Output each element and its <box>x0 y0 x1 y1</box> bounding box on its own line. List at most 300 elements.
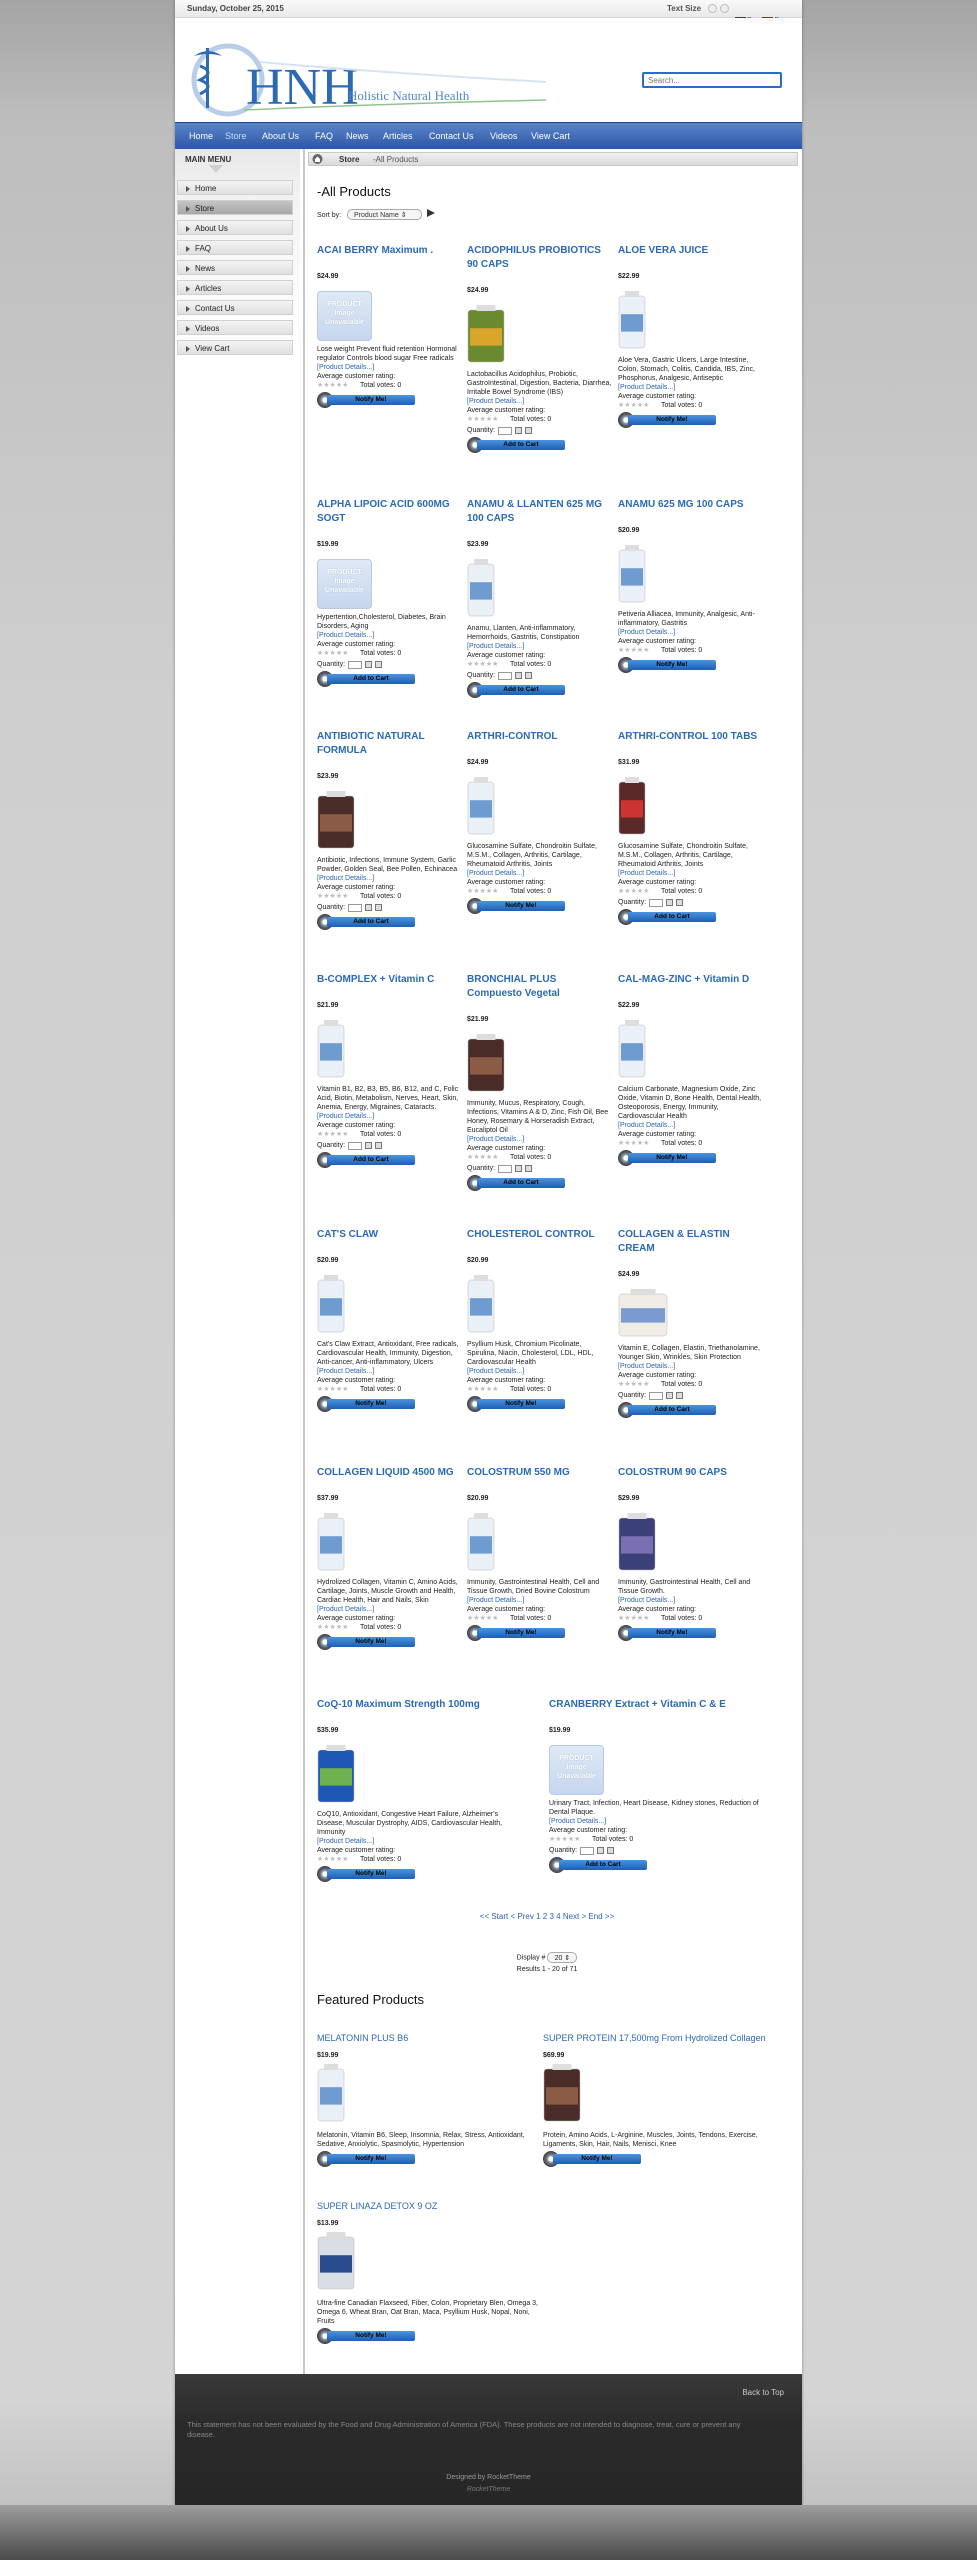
chevron-down-icon: ⇕ <box>400 212 407 219</box>
sidebar-item-view-cart[interactable]: View Cart <box>177 340 293 355</box>
total-votes: Total votes: 0 <box>661 647 703 654</box>
notify-me-button[interactable] <box>317 1397 417 1411</box>
product-name[interactable]: COLLAGEN & ELASTIN CREAM <box>618 1229 730 1254</box>
rating-stars-icon: ★★★★★ <box>317 650 349 657</box>
total-votes: Total votes: 0 <box>510 416 552 423</box>
product-image[interactable] <box>317 1513 345 1571</box>
rating-stars-icon: ★★★★★ <box>467 888 499 895</box>
designed-by[interactable]: Designed by RocketTheme <box>446 2474 531 2481</box>
product-image[interactable] <box>317 2232 355 2290</box>
sidebar-item-home[interactable]: Home <box>177 180 293 195</box>
notify-me-label: Notify Me! <box>628 1153 716 1163</box>
product-card <box>317 244 462 407</box>
top-bar <box>175 0 802 18</box>
quantity-row <box>317 660 462 669</box>
product-card <box>467 973 612 1190</box>
quantity-input[interactable] <box>580 1847 594 1855</box>
product-details-link[interactable]: [Product Details...] <box>618 384 676 391</box>
total-votes: Total votes: 0 <box>510 1154 552 1161</box>
product-description: Antibiotic, Infections, Immune System, Garlic Powder, Golden Seal, Bee Pollen, Echinacea <box>317 857 458 873</box>
footer <box>175 2374 802 2505</box>
quantity-label: Quantity: <box>467 427 496 434</box>
nav-faq[interactable]: FAQ <box>315 131 334 141</box>
product-price: $20.99 <box>467 1495 489 1502</box>
product-description: Calcium Carbonate, Magnesium Oxide, Zinc Oxide, Vitamin D, Bone Health, Dental Health, Osteoporosis, Energy, Immunity, Cardiovascular Health <box>618 1086 762 1120</box>
product-price: $29.99 <box>618 1495 640 1502</box>
quantity-row <box>467 426 612 435</box>
fda-disclaimer: This statement has not been evaluated by the Food and Drug Administration of America (FDA). These products are not intended to diagnose, treat, cure or prevent any disease. <box>187 2420 741 2439</box>
product-details-link[interactable]: [Product Details...] <box>317 1368 375 1375</box>
quantity-up-button[interactable] <box>515 427 522 434</box>
featured-product-description: Melatonin, Vitamin B6, Sleep, Insomnia, Relax, Stress, Antioxidant, Sedative, Anxiolytic, Spasmolytic, Hypertension <box>317 2132 525 2148</box>
total-votes: Total votes: 0 <box>360 893 402 900</box>
rating-stars-icon: ★★★★★ <box>467 1386 499 1393</box>
product-description: Hypertention,Cholesterol, Diabetes, Brain Disorders, Aging <box>317 614 446 630</box>
product-name[interactable]: ARTHRI-CONTROL <box>467 731 558 742</box>
product-description: Lactobacillus Acidophilus, Probiotic, GastroIntestinal, Digestion, Bacteria, Diarrhea, Irritable Bowel Syndrome (IBS) <box>467 371 612 396</box>
quantity-down-button[interactable] <box>375 661 382 668</box>
nav-home[interactable]: Home <box>189 131 214 141</box>
product-name[interactable]: COLOSTRUM 90 CAPS <box>618 1467 727 1478</box>
product-name[interactable]: CRANBERRY Extract + Vitamin C & E <box>549 1699 726 1710</box>
product-details-link[interactable]: [Product Details...] <box>549 1818 607 1825</box>
product-image[interactable] <box>467 1513 495 1571</box>
pagination-start[interactable]: << Start <box>479 1912 509 1921</box>
total-votes: Total votes: 0 <box>360 1131 402 1138</box>
quantity-down-button[interactable] <box>676 899 683 906</box>
rating-stars-icon: ★★★★★ <box>317 382 349 389</box>
current-date: Sunday, October 25, 2015 <box>187 4 284 13</box>
featured-card <box>317 2202 547 2343</box>
product-image[interactable] <box>618 777 646 835</box>
add-to-cart-button[interactable] <box>317 672 417 686</box>
product-price: $20.99 <box>467 1257 489 1264</box>
quantity-up-button[interactable] <box>365 1142 372 1149</box>
logo-monogram: HNH <box>246 59 359 116</box>
product-image[interactable] <box>618 1020 646 1078</box>
notify-me-label: Notify Me! <box>327 1399 415 1409</box>
product-details-link[interactable]: [Product Details...] <box>618 1597 676 1604</box>
notify-me-button[interactable] <box>618 413 718 427</box>
notify-me-label: Notify Me! <box>628 415 716 425</box>
product-price: $19.99 <box>317 541 339 548</box>
notify-me-label: Notify Me! <box>628 660 716 670</box>
product-description: Lose weight Prevent fluid retention Hormonal regulator Controls blood sugar Free radicals <box>317 346 457 362</box>
total-votes: Total votes: 0 <box>592 1836 634 1843</box>
product-price: $20.99 <box>618 527 640 534</box>
nav-view-cart[interactable]: View Cart <box>531 131 570 141</box>
add-to-cart-button[interactable] <box>618 1403 718 1417</box>
quantity-down-button[interactable] <box>676 1392 683 1399</box>
total-votes: Total votes: 0 <box>360 1856 402 1863</box>
product-card <box>317 1228 462 1411</box>
featured-title: Featured Products <box>317 1992 424 2007</box>
product-card <box>467 498 612 697</box>
product-description: Psyllium Husk, Chromium Picolinate, Spirulina, Niacin, Cholesterol, LDL, HDL, Cardiovascular Health <box>467 1341 594 1366</box>
product-card <box>467 244 612 452</box>
product-card <box>317 973 462 1167</box>
sort-select-value: Product Name <box>354 212 399 219</box>
sidebar-item-news[interactable]: News <box>177 260 293 275</box>
featured-card <box>543 2034 773 2166</box>
product-image[interactable] <box>317 2064 345 2122</box>
quantity-up-button[interactable] <box>365 904 372 911</box>
total-votes: Total votes: 0 <box>510 1615 552 1622</box>
product-image[interactable] <box>618 1513 656 1571</box>
sidebar-item-store[interactable]: Store <box>177 200 293 215</box>
product-details-link[interactable]: [Product Details...] <box>317 632 375 639</box>
product-description: Vitamin E, Collagen, Elastin, Triethanolamine, Younger Skin, Wrinkles, Skin Protection <box>618 1345 760 1361</box>
featured-product-price: $13.99 <box>317 2220 339 2227</box>
product-name[interactable]: ARTHRI-CONTROL 100 TABS <box>618 731 758 742</box>
rating-label: Average customer rating: <box>317 373 396 380</box>
product-name[interactable]: ACAI BERRY Maximum . <box>317 245 434 256</box>
product-name[interactable]: CAT'S CLAW <box>317 1229 379 1240</box>
product-details-link[interactable]: [Product Details...] <box>618 629 676 636</box>
product-details-link[interactable]: [Product Details...] <box>317 364 375 371</box>
rating-stars-icon: ★★★★★ <box>618 647 650 654</box>
quantity-label: Quantity: <box>467 1165 496 1172</box>
quantity-down-button[interactable] <box>525 1165 532 1172</box>
sort-direction-icon[interactable] <box>426 208 436 218</box>
rating-stars-icon: ★★★★★ <box>467 1615 499 1622</box>
page-title: -All Products <box>317 184 391 199</box>
search-input[interactable] <box>642 72 782 88</box>
add-to-cart-button[interactable] <box>549 1858 649 1872</box>
sidebar-item-articles[interactable]: Articles <box>177 280 293 295</box>
product-details-link[interactable]: [Product Details...] <box>618 1363 676 1370</box>
product-details-link[interactable]: [Product Details...] <box>618 870 676 877</box>
notify-me-label: Notify Me! <box>327 2331 415 2341</box>
pagination <box>317 1912 777 1921</box>
notify-me-button[interactable] <box>317 2152 417 2166</box>
rating-stars-icon: ★★★★★ <box>317 893 349 900</box>
header <box>175 18 802 120</box>
product-price: $37.99 <box>317 1495 339 1502</box>
product-image[interactable] <box>618 545 646 603</box>
rating-stars-icon: ★★★★★ <box>467 661 499 668</box>
image-unavailable-placeholder[interactable]: PRODUCT Image Unavailable <box>549 1745 604 1795</box>
product-image[interactable] <box>317 1020 345 1078</box>
nav-contact-us[interactable]: Contact Us <box>429 131 474 141</box>
rating-label: Average customer rating: <box>467 407 546 414</box>
product-image[interactable] <box>467 1275 495 1333</box>
nav-about-us[interactable]: About Us <box>262 131 300 141</box>
display-label: Display # <box>516 1954 546 1962</box>
quantity-label: Quantity: <box>317 661 346 668</box>
product-description: Vitamin B1, B2, B3, B5, B6, B12, and C, Folic Acid, Biotin, Metabolism, Nerves, Heart, Skin, Anemia, Energy, Migraines, Cataracts. <box>317 1086 459 1111</box>
total-votes: Total votes: 0 <box>360 1624 402 1631</box>
add-to-cart-button[interactable] <box>467 683 567 697</box>
quantity-label: Quantity: <box>467 672 496 679</box>
image-unavailable-placeholder[interactable]: PRODUCT Image Unavailable <box>317 559 372 609</box>
product-price: $21.99 <box>317 1002 339 1009</box>
results-count: Results 1 - 20 of 71 <box>516 1966 578 1973</box>
rating-label: Average customer rating: <box>317 641 396 648</box>
sidebar-item-videos[interactable]: Videos <box>177 320 293 335</box>
product-price: $22.99 <box>618 1002 640 1009</box>
quantity-input[interactable] <box>498 1165 512 1173</box>
add-to-cart-label: Add to Cart <box>327 917 415 927</box>
quantity-up-button[interactable] <box>515 1165 522 1172</box>
quantity-input[interactable] <box>348 904 362 912</box>
pagination-next[interactable]: Next > <box>562 1912 587 1921</box>
total-votes: Total votes: 0 <box>661 1381 703 1388</box>
product-price: $21.99 <box>467 1016 489 1023</box>
product-card <box>467 1466 612 1640</box>
product-price: $23.99 <box>317 773 339 780</box>
product-card <box>467 1228 612 1411</box>
product-name[interactable]: BRONCHIAL PLUS Compuesto Vegetal <box>467 974 560 999</box>
product-details-link[interactable]: [Product Details...] <box>317 1838 375 1845</box>
add-to-cart-button[interactable] <box>467 438 567 452</box>
sort-select[interactable] <box>347 209 422 220</box>
nav-store[interactable]: Store <box>225 131 247 141</box>
product-price: $31.99 <box>618 759 640 766</box>
notify-me-label: Notify Me! <box>628 1628 716 1638</box>
quantity-down-button[interactable] <box>525 672 532 679</box>
product-image[interactable] <box>317 791 355 849</box>
pagination-page-3[interactable]: 3 <box>549 1912 554 1921</box>
menu-pointer-icon <box>209 165 223 173</box>
product-description: Immunity, Mucus, Respiratory, Cough, Infections, Vitamins A & D, Zinc, Fish Oil, Bee Honey, Rosemary & Horseradish Extract, Eucaliptol Oil <box>467 1100 609 1134</box>
add-to-cart-button[interactable] <box>467 1176 567 1190</box>
product-details-link[interactable]: [Product Details...] <box>618 1122 676 1129</box>
rating-stars-icon: ★★★★★ <box>317 1856 349 1863</box>
product-name[interactable]: COLLAGEN LIQUID 4500 MG <box>317 1467 454 1478</box>
product-price: $23.99 <box>467 541 489 548</box>
add-to-cart-button[interactable] <box>317 915 417 929</box>
quantity-up-button[interactable] <box>365 661 372 668</box>
rating-stars-icon: ★★★★★ <box>467 416 499 423</box>
quantity-input[interactable] <box>348 661 362 669</box>
product-description: Urinary Tract, Infection, Heart Disease, Kidney stones, Reduction of Dental Plaque. <box>549 1800 759 1816</box>
product-image[interactable] <box>618 1289 668 1337</box>
quantity-down-button[interactable] <box>375 1142 382 1149</box>
product-details-link[interactable]: [Product Details...] <box>467 1136 525 1143</box>
product-image[interactable] <box>467 777 495 835</box>
nav-news[interactable]: News <box>346 131 369 141</box>
text-size-increase-button[interactable] <box>708 4 717 13</box>
notify-me-button[interactable] <box>618 1151 718 1165</box>
rating-stars-icon: ★★★★★ <box>317 1386 349 1393</box>
rockettheme-logo[interactable]: RocketTheme <box>466 2486 511 2493</box>
notify-me-button[interactable] <box>317 393 417 407</box>
image-unavailable-placeholder[interactable]: PRODUCT Image Unavailable <box>317 291 372 341</box>
product-name[interactable]: ANAMU & LLANTEN 625 MG 100 CAPS <box>467 499 603 524</box>
product-card <box>317 1466 462 1649</box>
sidebar-item-faq[interactable]: FAQ <box>177 240 293 255</box>
product-image[interactable] <box>543 2064 581 2122</box>
featured-product-name[interactable]: MELATONIN PLUS B6 <box>317 2033 409 2043</box>
rating-stars-icon: ★★★★★ <box>549 1836 581 1843</box>
product-description: Immunity, Gastrointestinal Health, Cell and Tissue Growth. <box>618 1579 751 1595</box>
rating-stars-icon: ★★★★★ <box>618 1381 650 1388</box>
product-price: $20.99 <box>317 1257 339 1264</box>
product-price: $24.99 <box>618 1271 640 1278</box>
featured-product-description: Ultra-fine Canadian Flaxseed, Fiber, Colon, Proprietary Blen, Omega 3, Omega 6, Wheat Bran, Oat Bran, Maca, Psyllium Husk, Nopal, Noni, Fruits <box>317 2300 538 2325</box>
quantity-input[interactable] <box>649 1392 663 1400</box>
product-description: Cat's Claw Extract, Antioxidant, Free radicals, Cardiovascular Health, Immunity, Digestion, Anti-cancer, Anti-inflammatory, Ulcers <box>317 1341 459 1366</box>
product-name[interactable]: CoQ-10 Maximum Strength 100mg <box>317 1699 480 1710</box>
rating-label: Average customer rating: <box>467 1377 546 1384</box>
total-votes: Total votes: 0 <box>360 650 402 657</box>
featured-product-name[interactable]: SUPER LINAZA DETOX 9 OZ <box>317 2201 438 2211</box>
product-price: $22.99 <box>618 273 640 280</box>
quantity-down-button[interactable] <box>607 1847 614 1854</box>
breadcrumb <box>308 152 798 166</box>
product-name[interactable]: ANTIBIOTIC NATURAL FORMULA <box>317 731 425 756</box>
product-details-link[interactable]: [Product Details...] <box>467 398 525 405</box>
product-card <box>618 730 763 924</box>
sidebar-item-about-us[interactable]: About Us <box>177 220 293 235</box>
site-logo[interactable] <box>180 42 550 117</box>
quantity-input[interactable] <box>498 427 512 435</box>
product-image[interactable] <box>467 1034 505 1092</box>
quantity-row <box>549 1846 759 1855</box>
rating-label: Average customer rating: <box>317 1615 396 1622</box>
product-details-link[interactable]: [Product Details...] <box>317 875 375 882</box>
product-name[interactable]: CAL-MAG-ZINC + Vitamin D <box>618 974 750 985</box>
quantity-label: Quantity: <box>317 1142 346 1149</box>
product-description: Glucosamine Sulfate, Chondroitin Sulfate, M.S.M., Collagen, Arthritis, Cartilage, Rheumatoid Arthritis, Joints <box>618 843 748 868</box>
pagination-prev[interactable]: < Prev <box>510 1912 534 1921</box>
product-description: Glucosamine Sulfate, Chondroitin Sulfate, M.S.M., Collagen, Arthritis, Cartilage, Rheumatoid Arthritis, Joints <box>467 843 597 868</box>
quantity-down-button[interactable] <box>375 904 382 911</box>
quantity-input[interactable] <box>498 672 512 680</box>
add-to-cart-label: Add to Cart <box>477 1178 565 1188</box>
add-to-cart-button[interactable] <box>618 910 718 924</box>
breadcrumb-store[interactable]: Store <box>339 155 360 164</box>
display-select-value: 20 <box>554 1955 563 1962</box>
add-to-cart-label: Add to Cart <box>628 912 716 922</box>
quantity-row <box>317 1141 462 1150</box>
product-image[interactable] <box>317 1275 345 1333</box>
pagination-page-2[interactable]: 2 <box>542 1912 548 1921</box>
notify-me-button[interactable] <box>317 1635 417 1649</box>
pagination-page-4[interactable]: 4 <box>556 1912 561 1921</box>
logo-brand-text: Holistic Natural Health <box>348 88 470 103</box>
sort-label: Sort by: <box>317 212 342 219</box>
rating-stars-icon: ★★★★★ <box>618 1615 650 1622</box>
notify-me-button[interactable] <box>317 2329 417 2343</box>
pagination-end[interactable]: End >> <box>588 1912 615 1921</box>
quantity-up-button[interactable] <box>666 1392 673 1399</box>
product-details-link[interactable]: [Product Details...] <box>467 1597 525 1604</box>
product-name[interactable]: COLOSTRUM 550 MG <box>467 1467 570 1478</box>
nav-videos[interactable]: Videos <box>490 131 518 141</box>
product-description: Petiveria Alliacea, Immunity, Analgesic, Anti-inflammatory, Gastritis <box>618 611 755 627</box>
notify-me-label: Notify Me! <box>327 395 415 405</box>
quantity-label: Quantity: <box>618 1392 647 1399</box>
quantity-down-button[interactable] <box>525 427 532 434</box>
notify-me-label: Notify Me! <box>477 1399 565 1409</box>
product-price: $24.99 <box>317 273 339 280</box>
product-image[interactable] <box>317 1745 355 1803</box>
rating-stars-icon: ★★★★★ <box>618 1140 650 1147</box>
rating-label: Average customer rating: <box>467 1606 546 1613</box>
product-image[interactable] <box>467 559 495 617</box>
notify-me-button[interactable] <box>618 658 718 672</box>
rating-stars-icon: ★★★★★ <box>467 1154 499 1161</box>
total-votes: Total votes: 0 <box>510 888 552 895</box>
product-details-link[interactable]: [Product Details...] <box>467 870 525 877</box>
rating-label: Average customer rating: <box>618 879 697 886</box>
add-to-cart-button[interactable] <box>317 1153 417 1167</box>
notify-me-label: Notify Me! <box>327 2154 415 2164</box>
text-size-label: Text Size <box>667 4 702 13</box>
rating-label: Average customer rating: <box>317 1122 396 1129</box>
nav-articles[interactable]: Articles <box>383 131 413 141</box>
rating-stars-icon: ★★★★★ <box>317 1624 349 1631</box>
product-card <box>467 730 612 913</box>
add-to-cart-label: Add to Cart <box>327 1155 415 1165</box>
back-to-top-link[interactable]: Back to Top <box>742 2388 784 2397</box>
sidebar <box>175 149 300 2374</box>
notify-me-button[interactable] <box>467 1626 567 1640</box>
product-card <box>618 1466 763 1640</box>
product-name[interactable]: ALOE VERA JUICE <box>618 245 709 256</box>
product-card <box>317 730 462 929</box>
add-to-cart-label: Add to Cart <box>477 440 565 450</box>
quantity-row <box>618 898 763 907</box>
product-details-link[interactable]: [Product Details...] <box>467 1368 525 1375</box>
text-size-reset-button[interactable] <box>720 4 729 13</box>
product-card <box>618 973 763 1165</box>
home-icon[interactable] <box>312 154 323 164</box>
quantity-input[interactable] <box>649 899 663 907</box>
rating-label: Average customer rating: <box>317 1377 396 1384</box>
display-select[interactable]: 20 ⇕ <box>547 1952 577 1963</box>
product-name[interactable]: ANAMU 625 MG 100 CAPS <box>618 499 744 510</box>
product-details-link[interactable]: [Product Details...] <box>317 1113 375 1120</box>
notify-me-button[interactable] <box>467 899 567 913</box>
rating-stars-icon: ★★★★★ <box>618 402 650 409</box>
product-description: Hydrolized Collagen, Vitamin C, Amino Acids, Cartilage, Joints, Muscle Growth and Health, Cardiac Health, Hair and Nails, Skin <box>317 1579 458 1604</box>
rating-label: Average customer rating: <box>467 1145 546 1152</box>
product-name[interactable]: CHOLESTEROL CONTROL <box>467 1229 595 1240</box>
quantity-up-button[interactable] <box>597 1847 604 1854</box>
notify-me-button[interactable] <box>618 1626 718 1640</box>
product-card <box>317 1698 527 1881</box>
product-name[interactable]: B-COMPLEX + Vitamin C <box>317 974 435 985</box>
quantity-input[interactable] <box>348 1142 362 1150</box>
product-price: $24.99 <box>467 759 489 766</box>
rating-label: Average customer rating: <box>618 393 697 400</box>
product-image[interactable] <box>618 291 646 349</box>
product-name[interactable]: ALPHA LIPOIC ACID 600MG SOGT <box>317 499 450 524</box>
product-image[interactable] <box>467 305 505 363</box>
add-to-cart-label: Add to Cart <box>327 674 415 684</box>
rating-label: Average customer rating: <box>317 884 396 891</box>
pagination-page-1[interactable]: 1 <box>536 1912 541 1921</box>
product-details-link[interactable]: [Product Details...] <box>467 643 525 650</box>
notify-me-button[interactable] <box>317 1867 417 1881</box>
quantity-up-button[interactable] <box>666 899 673 906</box>
add-to-cart-label: Add to Cart <box>559 1860 647 1870</box>
product-name[interactable]: ACIDOPHILUS PROBIOTICS 90 CAPS <box>467 245 601 270</box>
total-votes: Total votes: 0 <box>360 382 402 389</box>
quantity-row <box>467 1164 612 1173</box>
featured-product-price: $69.99 <box>543 2052 565 2059</box>
product-details-link[interactable]: [Product Details...] <box>317 1606 375 1613</box>
notify-me-label: Notify Me! <box>553 2154 641 2164</box>
featured-product-name[interactable]: SUPER PROTEIN 17,500mg From Hydrolized Collagen <box>543 2033 766 2043</box>
notify-me-button[interactable] <box>467 1397 567 1411</box>
sidebar-item-contact-us[interactable]: Contact Us <box>177 300 293 315</box>
notify-me-button[interactable] <box>543 2152 643 2166</box>
quantity-up-button[interactable] <box>515 672 522 679</box>
